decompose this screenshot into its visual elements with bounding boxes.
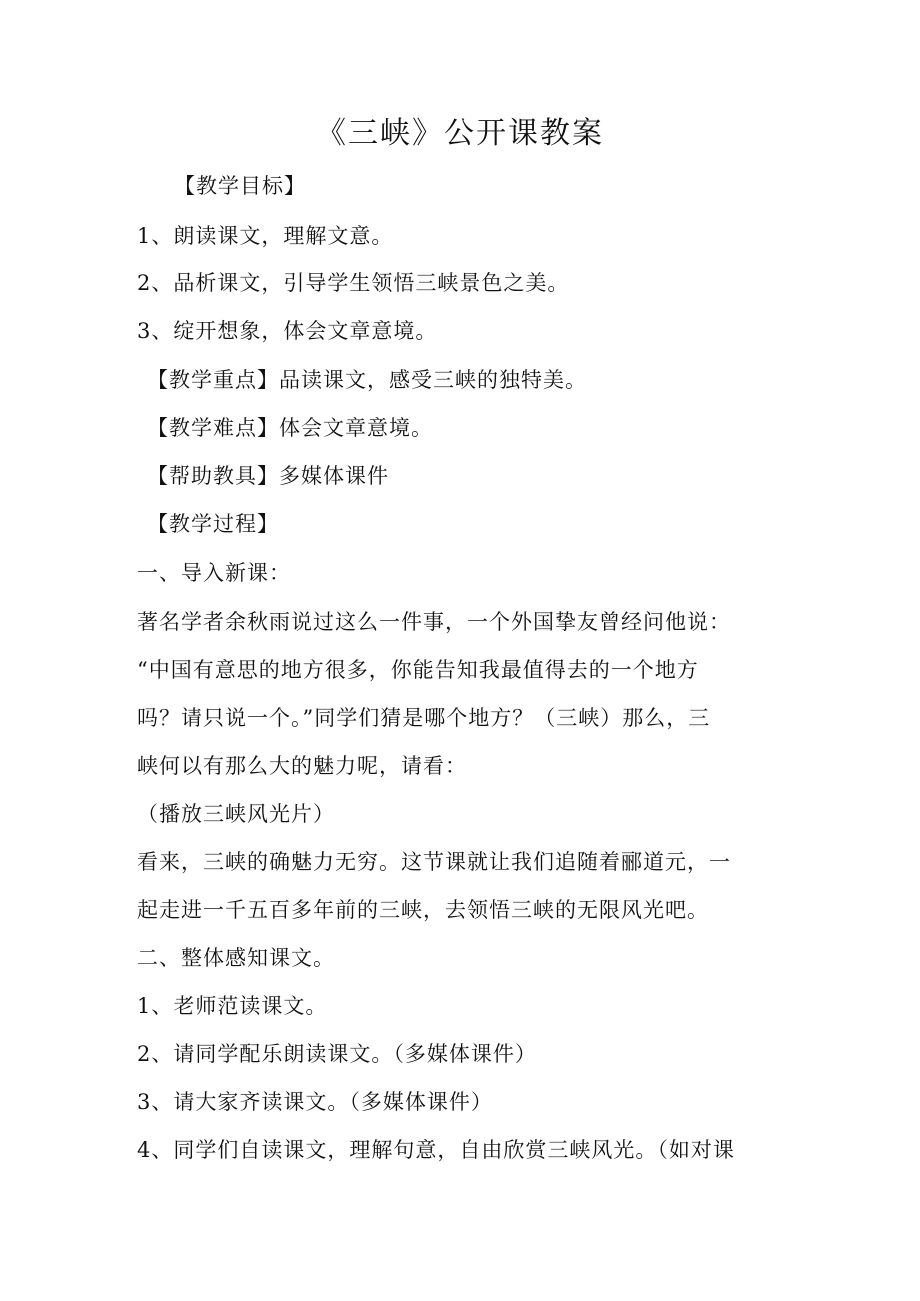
document-title: 《三峡》公开课教案 (316, 116, 604, 151)
objectives-heading: 【教学目标】 (174, 174, 306, 198)
section2-item-2: 2、请同学配乐朗读课文。（多媒体课件） (137, 1042, 537, 1066)
objective-item-3: 3、绽开想象，体会文章意境。 (137, 319, 438, 343)
section2-heading: 二、整体感知课文。 (137, 946, 335, 970)
section1-line-4: 峡何以有那么大的魅力呢，请看： (137, 754, 467, 778)
objective-item-2: 2、品析课文，引导学生领悟三峡景色之美。 (137, 271, 570, 295)
key-point-line: 【教学重点】品读课文，感受三峡的独特美。 (147, 368, 587, 392)
section1-line-2: “中国有意思的地方很多，你能告知我最值得去的一个地方 (137, 658, 699, 682)
section1-after-line-2: 起走进一千五百多年前的三峡，去领悟三峡的无限风光吧。 (137, 898, 709, 922)
section1-after-line-1: 看来，三峡的确魅力无穷。这节课就让我们追随着郦道元，一 (137, 850, 731, 874)
section1-heading: 一、导入新课： (137, 561, 291, 585)
section1-line-3: 吗？请只说一个。”同学们猜是哪个地方？（三峡）那么，三 (137, 706, 711, 730)
tools-line: 【帮助教具】多媒体课件 (147, 464, 389, 488)
section2-item-1: 1、老师范读课文。 (137, 994, 328, 1018)
section2-item-3: 3、请大家齐读课文。（多媒体课件） (137, 1090, 493, 1114)
section1-line-1: 著名学者余秋雨说过这么一件事，一个外国挚友曾经问他说： (137, 610, 731, 634)
objective-item-1: 1、朗读课文，理解文意。 (137, 224, 394, 248)
section2-item-4: 4、同学们自读课文，理解句意，自由欣赏三峡风光。（如对课 (137, 1138, 735, 1162)
difficulty-line: 【教学难点】体会文章意境。 (147, 416, 433, 440)
section1-note: （播放三峡风光片） (137, 802, 335, 826)
process-heading: 【教学过程】 (147, 512, 279, 536)
